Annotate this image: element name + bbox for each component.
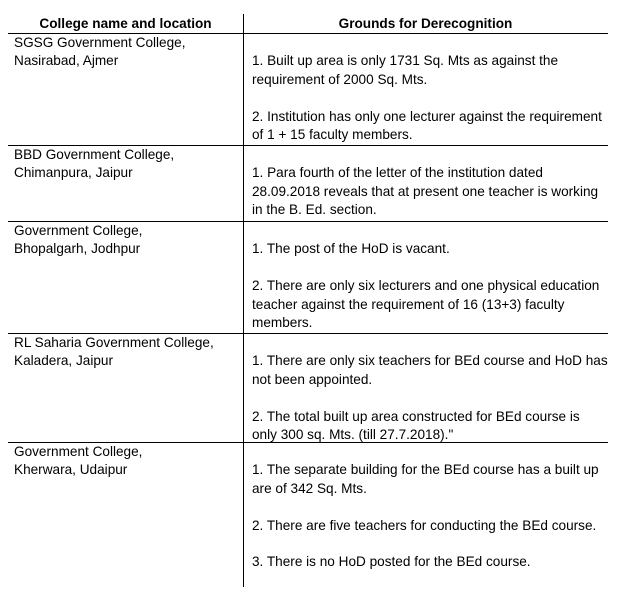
college-location: Bhopalgarh, Jodhpur	[14, 241, 141, 257]
header-grounds: Grounds for Derecognition	[338, 16, 513, 31]
college-name: SGSG Government College,	[14, 35, 186, 50]
grounds-cell	[243, 334, 608, 442]
ground-item: 3. There is no HoD posted for the BEd course.	[252, 554, 531, 570]
table-row	[8, 334, 608, 443]
ground-item: 1. The separate building for the BEd course has a built up are of 342 Sq. Mts.	[252, 462, 599, 496]
college-cell	[8, 34, 243, 145]
ground-item: 1. The post of the HoD is vacant.	[252, 241, 450, 257]
grounds-cell	[243, 222, 608, 333]
college-cell	[8, 334, 243, 442]
college-name: Government College,	[14, 444, 143, 459]
college-location: Nasirabad, Ajmer	[14, 53, 119, 69]
college-cell	[8, 443, 243, 589]
college-name: BBD Government College,	[14, 147, 175, 162]
ground-item: 1. There are only six teachers for BEd course and HoD has not been appointed.	[252, 353, 608, 387]
ground-item: 1. Para fourth of the letter of the institution dated 28.09.2018 reveals that at present one teacher is working in the B. Ed. section.	[252, 165, 599, 218]
grounds-cell	[243, 34, 608, 145]
header-college: College name and location	[39, 16, 212, 31]
derecognition-table	[8, 14, 608, 589]
college-location: Kherwara, Udaipur	[14, 462, 128, 478]
ground-item: 1. Built up area is only 1731 Sq. Mts as against the requirement of 2000 Sq. Mts.	[252, 53, 559, 87]
college-name: RL Saharia Government College,	[14, 335, 214, 350]
table-row	[8, 222, 608, 334]
grounds-cell	[243, 146, 608, 221]
college-location: Chimanpura, Jaipur	[14, 165, 133, 181]
table-row	[8, 443, 608, 589]
ground-item: 2. Institution has only one lecturer against the requirement of 1 + 15 faculty members.	[252, 108, 602, 142]
college-cell	[8, 146, 243, 221]
college-location: Kaladera, Jaipur	[14, 353, 113, 369]
grounds-cell	[243, 443, 608, 589]
table-row	[8, 34, 608, 146]
table-row	[8, 146, 608, 222]
ground-item: 2. There are only six lecturers and one physical education teacher against the requirement of 16 (13+3) faculty members.	[252, 278, 600, 330]
ground-item: 2. The total built up area constructed for BEd course is only 300 sq. Mts. (till 27.7.2018)."	[252, 408, 580, 442]
table-header-row	[8, 14, 608, 34]
ground-item: 2. There are five teachers for conducting the BEd course.	[252, 517, 597, 533]
college-name: Government College,	[14, 223, 143, 238]
college-cell	[8, 222, 243, 333]
